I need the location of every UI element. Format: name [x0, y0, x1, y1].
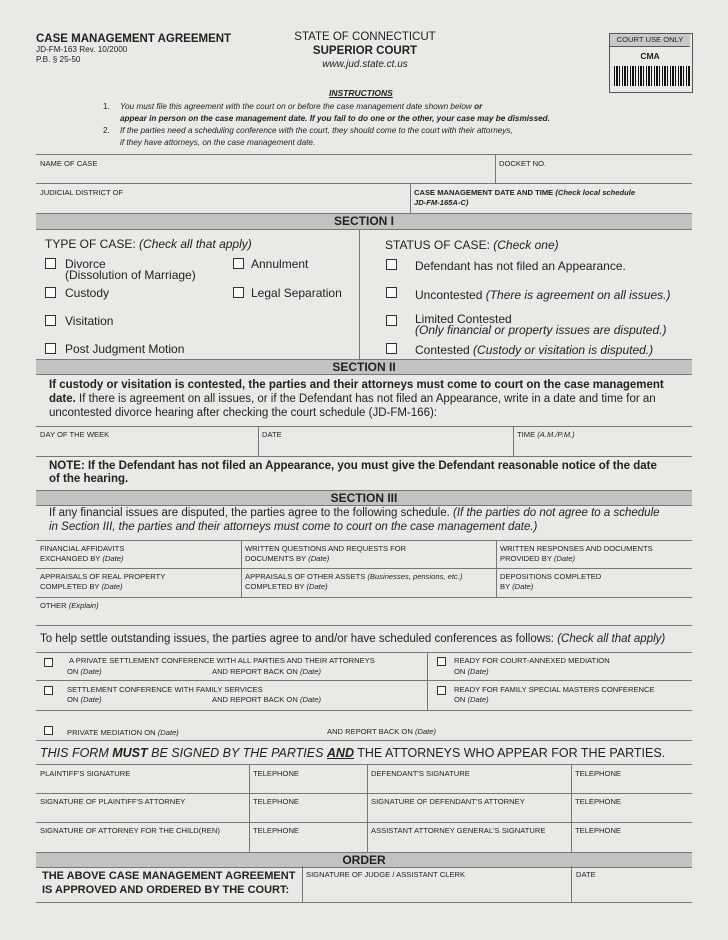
divider: [36, 597, 692, 598]
form-title: CASE MANAGEMENT AGREEMENT: [36, 33, 232, 45]
divider: [36, 680, 692, 681]
divider: [36, 902, 692, 903]
plaintiff-attorney-telephone-label: TELEPHONE: [253, 797, 299, 806]
instruction-1-line-a: You must file this agreement with the court on or before the case management date shown below or: [120, 102, 483, 111]
divider: [258, 426, 259, 456]
custody-checkbox[interactable]: [45, 287, 56, 298]
divider: [36, 822, 692, 823]
court-annexed-on: ON (Date): [454, 667, 489, 676]
family-services-label: SETTLEMENT CONFERENCE WITH FAMILY SERVICES: [67, 685, 263, 694]
defendant-attorney-telephone-label: TELEPHONE: [575, 797, 621, 806]
barcode: [614, 66, 690, 86]
instruction-2-line-a: If the parties need a scheduling conference with the court, they should come to the court with their attorneys,: [120, 126, 513, 135]
judge-signature-label: SIGNATURE OF JUDGE / ASSISTANT CLERK: [306, 870, 466, 879]
private-mediation-report-back: AND REPORT BACK ON (Date): [327, 727, 437, 736]
plaintiff-telephone-label: TELEPHONE: [253, 769, 299, 778]
divider: [495, 154, 496, 183]
post-judgment-label: Post Judgment Motion: [65, 342, 185, 356]
divider: [36, 540, 692, 541]
divider: [359, 229, 360, 360]
order-text-line-2: IS APPROVED AND ORDERED BY THE COURT:: [42, 884, 290, 896]
asst-ag-signature-label: ASSISTANT ATTORNEY GENERAL'S SIGNATURE: [371, 826, 546, 835]
private-mediation-label: PRIVATE MEDIATION ON (Date): [67, 728, 179, 737]
divider: [36, 426, 692, 427]
form-number: JD-FM-163 Rev. 10/2000: [36, 45, 128, 54]
divider: [36, 764, 692, 765]
name-of-case-field[interactable]: [40, 166, 490, 182]
docket-no-field[interactable]: [499, 166, 689, 182]
divider: [36, 183, 692, 184]
day-of-week-field[interactable]: [40, 440, 254, 454]
annulment-label: Annulment: [251, 257, 309, 271]
legal-separation-label: Legal Separation: [251, 286, 342, 300]
signature-requirement: THIS FORM MUST BE SIGNED BY THE PARTIES AND THE ATTORNEYS WHO APPEAR FOR THE PARTIES.: [40, 746, 666, 760]
written-questions-label: WRITTEN QUESTIONS AND REQUESTS FOR: [245, 544, 407, 553]
contested-label: Contested (Custody or visitation is disputed.): [415, 343, 654, 357]
defendant-telephone-label: TELEPHONE: [575, 769, 621, 778]
court-use-code: CMA: [640, 51, 660, 61]
visitation-label: Visitation: [65, 314, 114, 328]
divider: [36, 793, 692, 794]
practice-book-ref: P.B. § 25-50: [36, 55, 81, 64]
divider: [249, 764, 250, 852]
order-text-line-1: THE ABOVE CASE MANAGEMENT AGREEMENT: [42, 870, 296, 882]
child-attorney-telephone-label: TELEPHONE: [253, 826, 299, 835]
special-masters-checkbox[interactable]: [437, 686, 446, 695]
section-2-para-line-1: If custody or visitation is contested, the parties and their attorneys must come to court on the case management: [49, 379, 664, 391]
legal-separation-checkbox[interactable]: [233, 287, 244, 298]
custody-label: Custody: [65, 286, 110, 300]
section-3-intro-line-2: in Section III, the parties and their attorneys must come to court on the case management date.): [49, 521, 538, 533]
private-settlement-label: A PRIVATE SETTLEMENT CONFERENCE WITH ALL PARTIES AND THEIR ATTORNEYS: [69, 656, 375, 665]
divider: [36, 154, 692, 155]
cm-date-note: JD-FM-165A-C): [414, 198, 469, 207]
notice-line-1: NOTE: If the Defendant has not filed an Appearance, you must give the Defendant reasonable notice of the date: [49, 460, 657, 472]
child-attorney-signature-label: SIGNATURE OF ATTORNEY FOR THE CHILD(REN): [40, 826, 220, 835]
defendant-attorney-signature-label: SIGNATURE OF DEFENDANT'S ATTORNEY: [371, 797, 525, 806]
name-of-case-label: NAME OF CASE: [40, 159, 98, 168]
section-1-title: SECTION I: [36, 213, 692, 230]
divider: [513, 426, 514, 456]
divider: [367, 764, 368, 852]
fin-aff-sublabel: EXCHANGED BY (Date): [40, 554, 124, 563]
state-name: STATE OF CONNECTICUT: [294, 31, 436, 43]
divider: [36, 740, 692, 741]
hearing-time-field[interactable]: [517, 440, 689, 454]
appraisal-real-property-sublabel: COMPLETED BY (Date): [40, 582, 123, 591]
defendant-signature-label: DEFENDANT'S SIGNATURE: [371, 769, 470, 778]
family-services-on: ON (Date): [67, 695, 102, 704]
section-3-intro-line-1: If any financial issues are disputed, the parties agree to the following schedule. (If the parties do not agree to a schedule: [49, 507, 660, 519]
court-annexed-checkbox[interactable]: [437, 657, 446, 666]
not-filed-label: Defendant has not filed an Appearance.: [415, 259, 626, 273]
divider: [36, 568, 692, 569]
divider: [571, 866, 572, 902]
divider: [36, 456, 692, 457]
instructions-heading: INSTRUCTIONS: [329, 88, 393, 98]
court-use-label: COURT USE ONLY: [610, 34, 690, 47]
instruction-1-line-b: appear in person on the case management date. If you fail to do one or the other, your case may be dismissed.: [120, 114, 550, 123]
hearing-time-label: TIME (A.M./P.M.): [517, 430, 575, 439]
limited-contested-checkbox[interactable]: [386, 315, 397, 326]
not-filed-checkbox[interactable]: [386, 259, 397, 270]
depositions-sublabel: BY (Date): [500, 582, 534, 591]
divider: [427, 652, 428, 710]
instruction-1-num: 1.: [103, 102, 110, 111]
judicial-district-field[interactable]: [40, 196, 405, 212]
order-title: ORDER: [36, 852, 692, 868]
section-2-para-line-3: uncontested divorce hearing after checking the court schedule (JD-FM-166):: [49, 407, 438, 419]
family-services-checkbox[interactable]: [44, 686, 53, 695]
annulment-checkbox[interactable]: [233, 258, 244, 269]
section-2-para-line-2: date. If there is agreement on all issues, or if the Defendant has not filed an Appearance, write in a date and time for an: [49, 393, 656, 405]
divider: [302, 866, 303, 902]
private-mediation-checkbox[interactable]: [44, 726, 53, 735]
post-judgment-checkbox[interactable]: [45, 343, 56, 354]
visitation-checkbox[interactable]: [45, 315, 56, 326]
type-of-case-label: TYPE OF CASE: (Check all that apply): [45, 237, 252, 251]
divorce-sublabel: (Dissolution of Marriage): [65, 268, 196, 282]
cm-date-label: CASE MANAGEMENT DATE AND TIME (Check local schedule: [414, 188, 636, 197]
fin-aff-label: FINANCIAL AFFIDAVITS: [40, 544, 125, 553]
order-date-label: DATE: [576, 870, 596, 879]
contested-checkbox[interactable]: [386, 343, 397, 354]
private-settlement-checkbox[interactable]: [44, 658, 53, 667]
limited-contested-label: Limited Contested: [415, 312, 512, 326]
depositions-label: DEPOSITIONS COMPLETED: [500, 572, 602, 581]
notice-line-2: of the hearing.: [49, 473, 129, 485]
divider: [410, 183, 411, 213]
written-responses-label: WRITTEN RESPONSES AND DOCUMENTS: [500, 544, 653, 553]
court-annexed-label: READY FOR COURT-ANNEXED MEDIATION: [454, 656, 610, 665]
uncontested-checkbox[interactable]: [386, 287, 397, 298]
other-label: OTHER (Explain): [40, 601, 99, 610]
divider: [36, 625, 692, 626]
section-2-title: SECTION II: [36, 359, 692, 375]
court-name: SUPERIOR COURT: [312, 45, 418, 57]
judicial-district-label: JUDICIAL DISTRICT OF: [40, 188, 124, 197]
special-masters-label: READY FOR FAMILY SPECIAL MASTERS CONFERENCE: [454, 685, 655, 694]
divorce-label: Divorce: [65, 257, 106, 271]
divider: [36, 710, 692, 711]
status-of-case-label: STATUS OF CASE: (Check one): [385, 238, 559, 252]
written-questions-sublabel: DOCUMENTS BY (Date): [245, 554, 330, 563]
uncontested-label: Uncontested (There is agreement on all issues.): [415, 288, 671, 302]
appraisal-other-assets-label: APPRAISALS OF OTHER ASSETS (Businesses, pensions, etc.): [245, 572, 463, 581]
plaintiff-attorney-signature-label: SIGNATURE OF PLAINTIFF'S ATTORNEY: [40, 797, 186, 806]
private-settlement-on: ON (Date): [67, 667, 102, 676]
family-services-report-back: AND REPORT BACK ON (Date): [212, 695, 322, 704]
asst-ag-telephone-label: TELEPHONE: [575, 826, 621, 835]
appraisal-real-property-label: APPRAISALS OF REAL PROPERTY: [40, 572, 166, 581]
court-website: www.jud.state.ct.us: [322, 59, 408, 70]
divorce-checkbox[interactable]: [45, 258, 56, 269]
limited-contested-note: (Only financial or property issues are disputed.): [415, 323, 667, 337]
divider: [36, 652, 692, 653]
docket-no-label: DOCKET NO.: [499, 159, 547, 168]
appraisal-other-assets-sublabel: COMPLETED BY (Date): [245, 582, 328, 591]
written-responses-sublabel: PROVIDED BY (Date): [500, 554, 576, 563]
special-masters-on: ON (Date): [454, 695, 489, 704]
hearing-date-field[interactable]: [262, 440, 509, 454]
conferences-intro: To help settle outstanding issues, the parties agree to and/or have scheduled conferences as follows: (Check all that apply): [40, 633, 666, 645]
private-settlement-report-back: AND REPORT BACK ON (Date): [212, 667, 322, 676]
other-explain-field[interactable]: [40, 610, 688, 624]
instruction-2-line-b: if they have attorneys, on the case management date.: [120, 138, 316, 147]
plaintiff-signature-label: PLAINTIFF'S SIGNATURE: [40, 769, 131, 778]
day-of-week-label: DAY OF THE WEEK: [40, 430, 110, 439]
divider: [571, 764, 572, 852]
hearing-date-label: DATE: [262, 430, 282, 439]
section-3-title: SECTION III: [36, 490, 692, 506]
instruction-2-num: 2.: [103, 126, 110, 135]
